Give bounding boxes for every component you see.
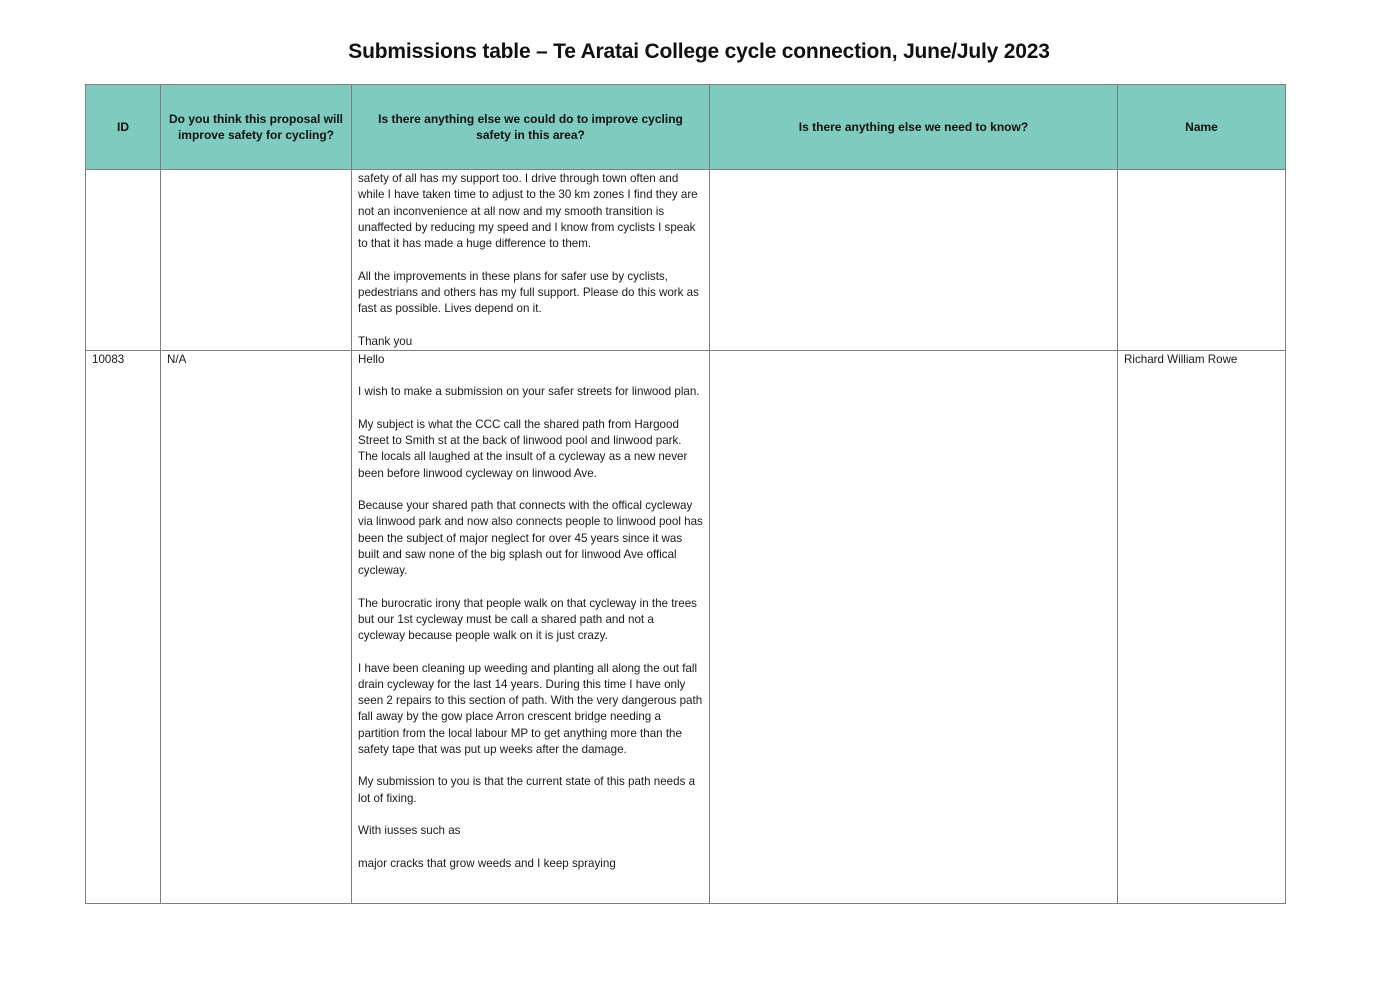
paragraph: All the improvements in these plans for safer use by cyclists, pedestrians and others has my full support. Please do this work as fast as possible. Lives depend on it.	[358, 269, 699, 315]
cell-safety	[161, 170, 352, 351]
paragraph: safety of all has my support too. I drive through town often and while I have taken time to adjust to the 30 km zones I find they are not an inconvenience at all now and my smooth transition is unaffected by reducing my speed and I know from cyclists I speak to that it has made a huge difference to them.	[358, 172, 698, 250]
paragraph: I wish to make a submission on your safer streets for linwood plan.	[358, 385, 700, 399]
paragraph: I have been cleaning up weeding and planting all along the out fall drain cycleway for the last 14 years. During this time I have only seen 2 repairs to this section of path. With the very dangerous path fall away by the gow place Arron crescent bridge needing a partition from the local labour MP to get anything more than the safety tape that was put up weeks after the damage.	[358, 661, 703, 756]
paragraph: major cracks that grow weeds and I keep spraying	[358, 856, 616, 870]
paragraph: My submission to you is that the current state of this path needs a lot of fixing.	[358, 775, 696, 805]
header-name: Name	[1118, 85, 1286, 170]
table-row	[86, 350, 1286, 903]
paragraph: Hello	[358, 352, 385, 366]
header-improve-safety: Do you think this proposal will improve safety for cycling?	[161, 85, 352, 170]
paragraph: Thank you	[358, 334, 413, 348]
cell-other	[710, 170, 1118, 351]
cell-improve	[352, 170, 710, 351]
page-title: Submissions table – Te Aratai College cycle connection, June/July 2023	[348, 40, 1050, 63]
paragraph: Because your shared path that connects with the offical cycleway via linwood park and now also connects people to linwood pool has been the subject of major neglect for over 45 years since it was built and saw none of the big splash out for linwood Ave offical cycleway.	[358, 499, 703, 577]
cell-other	[710, 350, 1118, 903]
header-id: ID	[86, 85, 161, 170]
cell-safety: N/A	[161, 350, 352, 903]
header-anything-else-improve: Is there anything else we could do to improve cycling safety in this area?	[352, 85, 710, 170]
cell-name	[1118, 170, 1286, 351]
paragraph: With iusses such as	[358, 824, 461, 837]
cell-id	[86, 170, 161, 351]
cell-id: 10083	[86, 350, 161, 903]
paragraph: The burocratic irony that people walk on that cycleway in the trees but our 1st cycleway must be call a shared path and not a cycleway because people walk on it is just crazy.	[358, 596, 697, 642]
submissions-table	[85, 84, 1286, 904]
table-header-row	[86, 85, 1286, 170]
cell-name: Richard William Rowe	[1118, 350, 1286, 903]
header-anything-else-know: Is there anything else we need to know?	[710, 85, 1118, 170]
cell-improve	[352, 350, 710, 903]
table-row	[86, 170, 1286, 351]
paragraph: My subject is what the CCC call the shared path from Hargood Street to Smith st at the back of linwood pool and linwood park. The locals all laughed at the insult of a cycleway as a new never been before linwood cycleway on linwood Ave.	[358, 417, 688, 480]
